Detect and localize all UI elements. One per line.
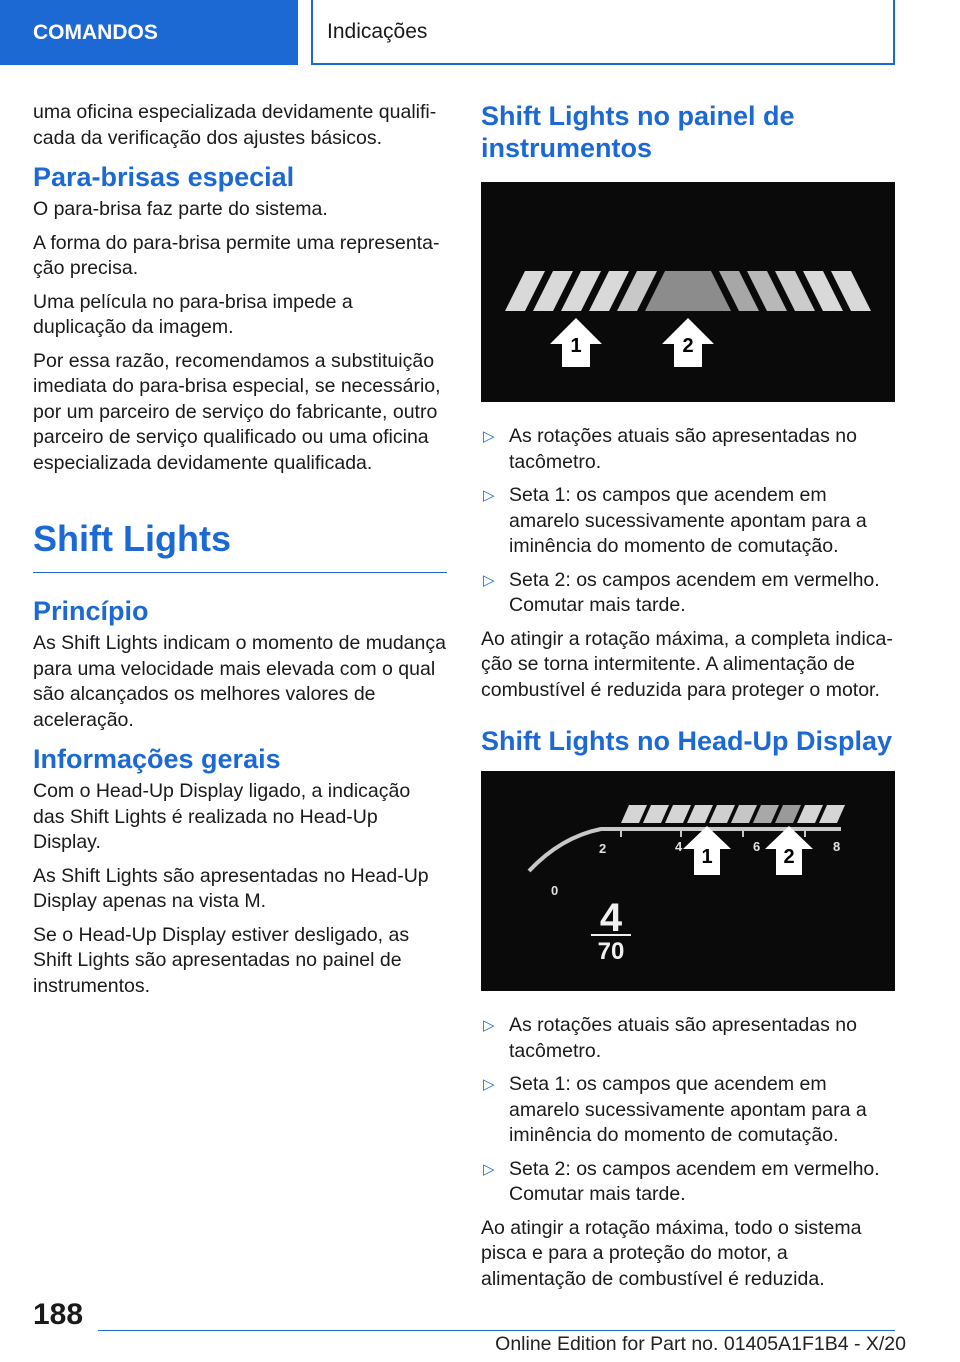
list-item	[481, 1013, 895, 1064]
subsection-title: Indicações	[311, 0, 895, 65]
shift-lights-title: Shift Lights	[33, 518, 447, 573]
list-item	[481, 1157, 895, 1208]
scale-label-8: 8	[833, 839, 841, 854]
arrow-2-label: 2	[682, 335, 694, 357]
general-info-paragraph: Com o Head-Up Display ligado, a indicação das Shift Lights é realizada no Head-Up Display.	[33, 780, 411, 853]
scale-label-2: 2	[599, 841, 607, 856]
list-item-text: Seta 2: os campos acendem em vermelho. Comutar mais tarde.	[509, 568, 880, 616]
list-item-text: As rotações atuais são apresentadas no tacômetro.	[509, 1014, 857, 1062]
windshield-paragraph: Por essa razão, recomendamos a substituição imediata do para-brisa especial, se necessário, por um parceiro de serviço do fabricante, outro parceiro de serviço qualificado ou uma oficina especializada devidamente qualificada.	[33, 349, 441, 474]
general-info-paragraph: As Shift Lights são apresentadas no Head-Up Display apenas na vista M.	[33, 864, 429, 912]
windshield-paragraph: O para-brisa faz parte do sistema.	[33, 198, 328, 220]
hud-arrow-1-label: 1	[701, 846, 713, 868]
hud-heading: Shift Lights no Head-Up Display	[481, 726, 893, 756]
triangle-bullet-icon: ▷	[483, 1017, 495, 1034]
windshield-paragraph: A forma do para-brisa permite uma representação precisa.	[33, 231, 440, 279]
list-item	[481, 424, 895, 475]
list-item-text: Seta 1: os campos que acendem em amarelo sucessivamente apontam para a iminência do momento de comutação.	[509, 1073, 867, 1146]
list-item	[481, 483, 895, 560]
windshield-heading: Para-brisas especial	[33, 162, 295, 192]
windshield-paragraph: Uma película no para-brisa impede a duplicação da imagem.	[33, 290, 353, 338]
list-item	[481, 1072, 895, 1149]
speed-indicator: 70	[597, 938, 625, 965]
instrument-panel-figure	[481, 182, 895, 402]
arrow-1-label: 1	[570, 335, 582, 357]
gear-indicator: 4	[599, 896, 623, 940]
list-item-text: Seta 2: os campos acendem em vermelho. Comutar mais tarde.	[509, 1157, 880, 1205]
panel-bullet-list	[481, 424, 895, 619]
right-column	[481, 100, 895, 1300]
footer-divider	[98, 1330, 895, 1331]
triangle-bullet-icon: ▷	[483, 487, 495, 504]
general-info-heading: Informações gerais	[33, 744, 281, 774]
principle-text: As Shift Lights indicam o momento de mudança para uma velocidade mais elevada com o qual são alcançados os melhores valores de aceleração.	[33, 632, 446, 731]
hud-closing-paragraph: Ao atingir a rotação máxima, todo o sistema pisca e para a proteção do motor, a alimentação de combustível é reduzida.	[481, 1216, 862, 1290]
scale-label-0: 0	[551, 883, 559, 898]
left-column	[33, 100, 447, 1007]
general-info-paragraph: Se o Head-Up Display estiver desligado, as Shift Lights são apresentadas no painel de instrumentos.	[33, 923, 410, 997]
scale-label-6: 6	[753, 839, 761, 854]
triangle-bullet-icon: ▷	[483, 428, 495, 445]
hud-figure	[481, 771, 895, 991]
panel-heading: Shift Lights no painel de instrumentos	[481, 101, 795, 163]
triangle-bullet-icon: ▷	[483, 571, 495, 589]
hud-arrow-2-label: 2	[783, 846, 795, 868]
triangle-bullet-icon: ▷	[483, 1160, 495, 1178]
list-item-text: Seta 1: os campos que acendem em amarelo sucessivamente apontam para a iminência do momento de comutação.	[509, 484, 867, 557]
panel-closing-paragraph: Ao atingir a rotação máxima, a completa indicação se torna intermitente. A alimentação de combustível é reduzida para proteger o motor.	[481, 627, 893, 701]
page-number: 188	[33, 1298, 84, 1331]
list-item-text: As rotações atuais são apresentadas no tacômetro.	[509, 425, 857, 473]
triangle-bullet-icon: ▷	[483, 1076, 495, 1093]
list-item	[481, 568, 895, 619]
principle-heading: Princípio	[33, 596, 149, 626]
edition-footer: Online Edition for Part no. 01405A1F1B4 - X/20	[495, 1333, 906, 1355]
hud-bullet-list	[481, 1013, 895, 1208]
intro-paragraph: uma oficina especializada devidamente qualificada da verificação dos ajustes básicos.	[33, 101, 437, 149]
scale-label-4: 4	[675, 839, 683, 854]
section-tab: COMANDOS	[0, 0, 298, 65]
